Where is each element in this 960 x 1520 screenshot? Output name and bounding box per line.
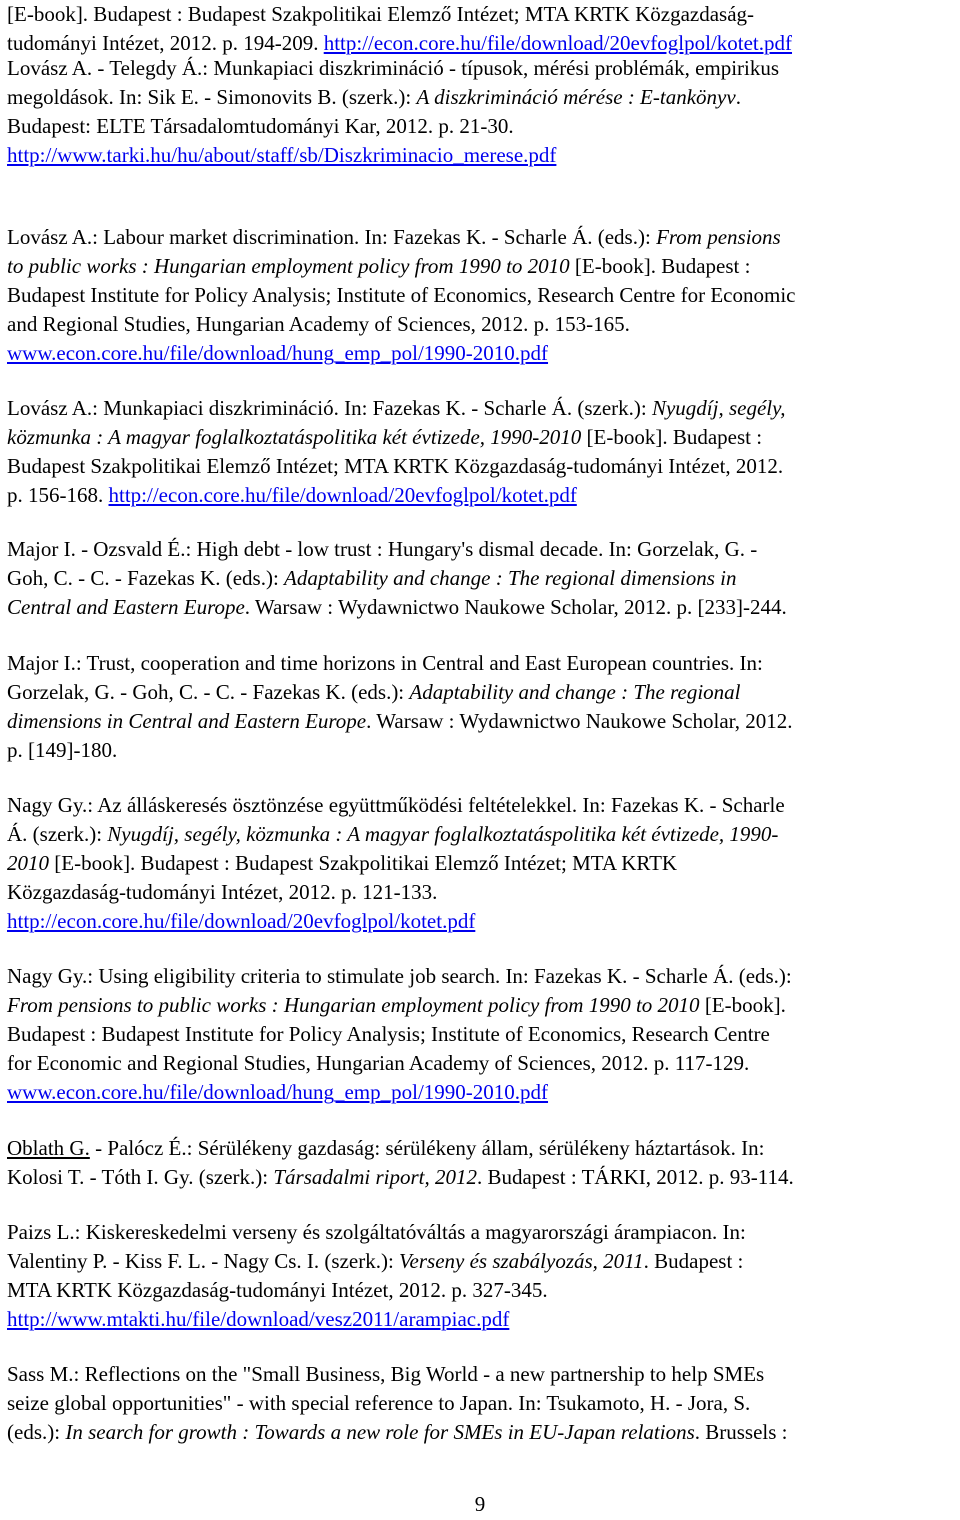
reference-text: [E-book]. Budapest : Budapest Szakpolitikai Elemző Intézet; MTA KRTK Közgazdaság-tudományi Intézet, 2012. p. 156-168. [7, 425, 784, 507]
reference-text: Lovász A.: Munkapiaci diszkrimináció. In: Fazekas K. - Scharle Á. (szerk.): [7, 396, 652, 420]
reference-text: [E-book]. Budapest : Budapest Institute for Policy Analysis; Institute of Economics, Research Centre for Economic and Regional Studies, Hungarian Academy of Sciences, 2012. p. 117-129. [7, 993, 786, 1075]
reference-source-title: Verseny és szabályozás, 2011 [399, 1249, 644, 1273]
reference-entry [7, 962, 959, 1107]
reference-entry [7, 1218, 959, 1334]
reference-url-link[interactable]: http://econ.core.hu/file/download/20evfoglpol/kotet.pdf [323, 31, 793, 55]
reference-author-link[interactable]: Oblath G. [7, 1136, 90, 1160]
reference-text: Sass M.: Reflections on the "Small Business, Big World - a new partnership to help SMEs seize global opportunities" - with special reference to Japan. In: Tsukamoto, H. - Jora, S. (eds.): [7, 1362, 765, 1444]
reference-source-title: From pensions to public works : Hungarian employment policy from 1990 to 2010 [7, 225, 781, 278]
reference-text: [E-book]. Budapest : Budapest Institute for Policy Analysis; Institute of Economics, Research Centre for Economic and Regional Studies, Hungarian Academy of Sciences, 2012. p. 153-165. [7, 254, 796, 336]
reference-entry [7, 535, 959, 622]
reference-text: . Warsaw : Wydawnictwo Naukowe Scholar, 2012. p. [233]-244. [244, 595, 787, 619]
reference-source-title: Adaptability and change : The regional dimensions in Central and Eastern Europe [7, 680, 741, 733]
reference-text: Lovász A.: Labour market discrimination. In: Fazekas K. - Scharle Á. (eds.): [7, 225, 657, 249]
reference-entry [7, 649, 959, 765]
reference-source-title: Nyugdíj, segély, közmunka : A magyar foglalkoztatáspolitika két évtizede, 1990- 2010 [7, 822, 779, 875]
reference-text: . Budapest : MTA KRTK Közgazdaság-tudományi Intézet, 2012. p. 327-345. [7, 1249, 744, 1302]
reference-source-title: From pensions to public works : Hungarian employment policy from 1990 to 2010 [7, 993, 700, 1017]
reference-text: Major I.: Trust, cooperation and time horizons in Central and East European countries. In: Gorzelak, G. - Goh, C. - C. - Fazekas K. (eds.): [7, 651, 763, 704]
reference-entry [7, 0, 959, 58]
reference-source-title: Nyugdíj, segély, közmunka : A magyar foglalkoztatáspolitika két évtizede, 1990-2010 [7, 396, 786, 449]
reference-text: . Warsaw : Wydawnictwo Naukowe Scholar, 2012. p. [149]-180. [7, 709, 793, 762]
reference-entry [7, 54, 959, 170]
reference-url-link[interactable]: http://econ.core.hu/file/download/20evfoglpol/kotet.pdf [108, 483, 577, 507]
reference-text: Paizs L.: Kiskereskedelmi verseny és szolgáltatóváltás a magyarországi árampiacon. In: Valentiny P. - Kiss F. L. - Nagy Cs. I. (szerk.): [7, 1220, 746, 1273]
reference-source-title: Társadalmi riport, 2012 [273, 1165, 477, 1189]
reference-source-title: Adaptability and change : The regional dimensions in Central and Eastern Europe [7, 566, 737, 619]
reference-text: [E-book]. Budapest : Budapest Szakpolitikai Elemző Intézet; MTA KRTK Közgazdaság- tudományi Intézet, 2012. p. 194-209. [7, 2, 755, 55]
reference-url-link[interactable]: http://econ.core.hu/file/download/20evfoglpol/kotet.pdf [7, 909, 476, 933]
reference-text: . Budapest: ELTE Társadalomtudományi Kar, 2012. p. 21-30. [7, 85, 741, 138]
reference-entry [7, 791, 959, 936]
reference-text: Nagy Gy.: Az álláskeresés ösztönzése együttműködési feltételekkel. In: Fazekas K. - Scharle Á. (szerk.): [7, 793, 785, 846]
reference-url-link[interactable]: http://www.tarki.hu/hu/about/staff/sb/Diszkriminacio_merese.pdf [7, 143, 557, 167]
reference-text: Major I. - Ozsvald É.: High debt - low trust : Hungary's dismal decade. In: Gorzelak, G. - Goh, C. - C. - Fazekas K. (eds.): [7, 537, 758, 590]
reference-entry [7, 1360, 959, 1447]
reference-entry [7, 223, 959, 368]
reference-entry [7, 394, 959, 510]
reference-url-link[interactable]: http://www.mtakti.hu/file/download/vesz2011/arampiac.pdf [7, 1307, 510, 1331]
reference-text: . Budapest : TÁRKI, 2012. p. 93-114. [476, 1165, 794, 1189]
reference-text: [E-book]. Budapest : Budapest Szakpolitikai Elemző Intézet; MTA KRTK Közgazdaság-tudományi Intézet, 2012. p. 121-133. [7, 851, 678, 904]
reference-text: Nagy Gy.: Using eligibility criteria to stimulate job search. In: Fazekas K. - Scharle Á. (eds.): [7, 964, 792, 988]
reference-text: Lovász A. - Telegdy Á.: Munkapiaci diszkrimináció - típusok, mérési problémák, empirikus megoldások. In: Sik E. - Simonovits B. (szerk.): [7, 56, 780, 109]
reference-text: . Brussels : [694, 1420, 788, 1444]
reference-source-title: In search for growth : Towards a new role for SMEs in EU-Japan relations [65, 1420, 695, 1444]
reference-url-link[interactable]: www.econ.core.hu/file/download/hung_emp_pol/1990-2010.pdf [7, 341, 549, 365]
reference-text: - Palócz É.: Sérülékeny gazdaság: sérülékeny állam, sérülékeny háztartások. In: Kolosi T. - Tóth I. Gy. (szerk.): [7, 1136, 765, 1189]
reference-entry [7, 1134, 959, 1192]
reference-source-title: A diszkrimináció mérése : E-tankönyv [416, 85, 736, 109]
page-number: 9 [474, 1492, 486, 1516]
reference-url-link[interactable]: www.econ.core.hu/file/download/hung_emp_pol/1990-2010.pdf [7, 1080, 549, 1104]
